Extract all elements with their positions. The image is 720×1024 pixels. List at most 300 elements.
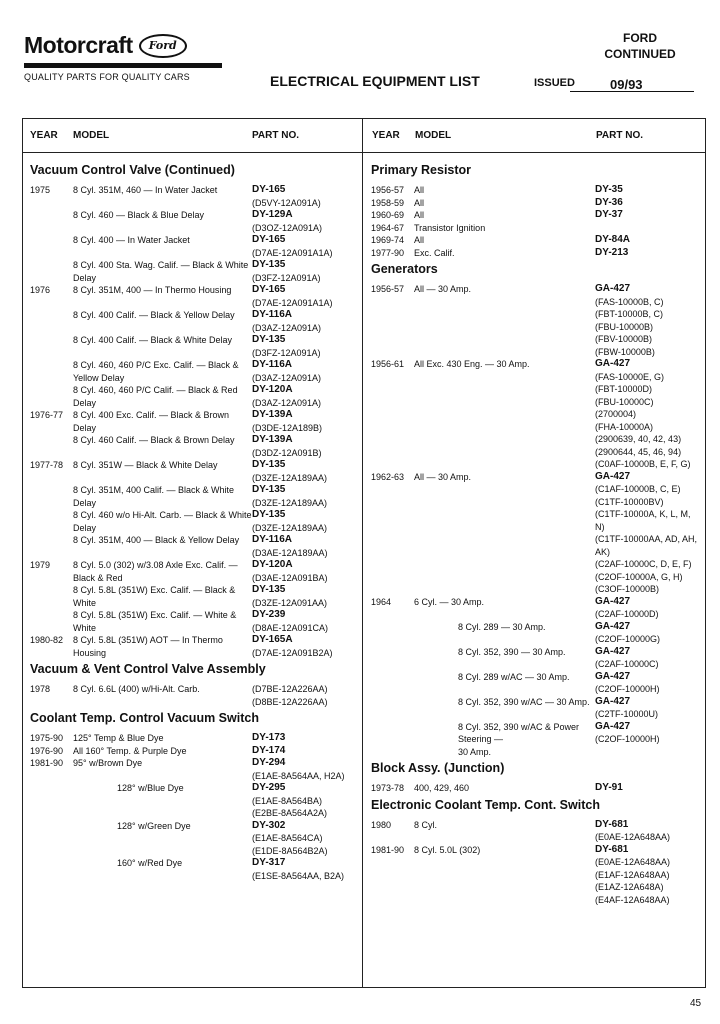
part-cell [595, 209, 701, 222]
year-cell [30, 782, 73, 820]
model-cell [414, 209, 595, 222]
oem-number: (C1TF-10000AA, AD, AH, [595, 534, 698, 544]
part-cell [595, 696, 701, 721]
model-line: White [73, 622, 97, 633]
year-cell [30, 384, 73, 409]
year-cell: 1956-57 [371, 284, 405, 294]
year-cell: 1975 [30, 185, 51, 195]
year-cell [371, 671, 414, 696]
part-number: DY-84A [595, 234, 631, 245]
part-cell [595, 222, 701, 235]
part-number: DY-139A [252, 434, 293, 445]
year-cell [371, 721, 414, 759]
list-entry [371, 819, 701, 844]
model-line: 8 Cyl. [414, 819, 438, 830]
year-cell [30, 209, 73, 234]
year-cell: 1973-78 [371, 783, 405, 793]
year-cell: 1964 [371, 596, 392, 607]
oem-number: (2700004) [595, 409, 637, 419]
list-entry [371, 247, 701, 260]
oem-number: (D7AE-12A091A1A) [252, 297, 333, 308]
part-cell [252, 732, 358, 745]
oem-number: (E1AE-8A564CA) [252, 833, 323, 843]
oem-number: (FBW-10000B) [595, 346, 655, 357]
oem-number: (D3DE-12A189B) [252, 422, 323, 433]
part-number: DY-165A [252, 634, 293, 645]
part-number: DY-239 [252, 609, 286, 620]
model-line: 8 Cyl. 460 w/o Hi-Alt. Carb. — Black & White [73, 510, 252, 520]
part-number: DY-302 [252, 819, 286, 831]
model-cell [73, 334, 252, 359]
left-column [30, 160, 358, 882]
oem-number: (D3AZ-12A091A) [252, 372, 322, 383]
model-line: All [414, 235, 425, 245]
left-header-model: MODEL [73, 130, 110, 141]
part-number: DY-317 [252, 857, 286, 868]
year-cell [30, 334, 73, 359]
model-cell [414, 782, 595, 795]
part-number: DY-174 [252, 744, 286, 756]
part-cell [252, 509, 358, 534]
oem-number: (D8BE-12A226AA) [252, 696, 328, 707]
year-cell [30, 359, 73, 384]
list-entry [30, 184, 358, 209]
model-line: 8 Cyl. 460, 460 P/C Calif. — Black & Red [73, 385, 238, 395]
part-cell [252, 745, 358, 758]
model-line: 8 Cyl. 351M, 400 — In Thermo Housing [73, 285, 232, 295]
model-line: 8 Cyl. 460 Calif. — Black & Brown Delay [73, 435, 235, 445]
oem-number: (D3ZE-12A189AA) [252, 472, 328, 483]
list-entry [30, 584, 358, 609]
model-line: 8 Cyl. 400 — In Water Jacket [73, 235, 190, 245]
oem-number: (E1AE-8A564BA) [252, 795, 323, 806]
list-entry [30, 745, 358, 758]
part-cell [252, 259, 358, 284]
oem-number: (E4AF-12A648AA) [595, 894, 670, 905]
model-cell [414, 646, 595, 671]
oem-number: (D3FZ-12A091A) [252, 347, 321, 358]
part-number: DY-135 [252, 484, 286, 495]
model-cell [73, 384, 252, 409]
list-entry [30, 459, 358, 484]
list-entry [371, 222, 701, 235]
oem-number: (FBV-10000B) [595, 334, 653, 344]
part-cell [252, 609, 358, 634]
list-entry [371, 209, 701, 222]
oem-number: (C2AF-10000D) [595, 609, 659, 619]
part-number: GA-427 [595, 670, 631, 682]
model-cell [414, 234, 595, 247]
oem-number: (FAS-10000E, G) [595, 371, 665, 382]
part-cell [252, 384, 358, 409]
part-cell [252, 559, 358, 584]
part-number: DY-139A [252, 409, 293, 420]
part-number: DY-135 [252, 584, 286, 595]
part-number: DY-173 [252, 732, 286, 743]
model-cell [414, 358, 595, 471]
part-cell [595, 283, 701, 358]
oem-number: (C1TF-10000A, K, L, M, N) [595, 509, 691, 532]
model-cell [414, 596, 595, 621]
oem-number: (2900639, 40, 42, 43) [595, 434, 682, 444]
oem-number: (2900644, 45, 46, 94) [595, 446, 682, 457]
oem-number: (FBT-10000D) [595, 384, 653, 394]
model-line: Housing [73, 647, 107, 658]
section-heading: Vacuum & Vent Control Valve Assembly [30, 662, 266, 676]
model-cell [414, 696, 595, 721]
model-line: 128° w/Blue Dye [117, 783, 184, 793]
model-line: 8 Cyl. 351M, 460 — In Water Jacket [73, 185, 218, 195]
part-number: DY-213 [595, 246, 629, 258]
model-line: All [414, 185, 425, 195]
part-number: GA-427 [595, 470, 631, 482]
oem-number: (D3OZ-12A091A) [252, 222, 323, 233]
oem-number: (C1AF-10000B, C, E) [595, 484, 681, 494]
part-cell [252, 534, 358, 559]
model-line: 400, 429, 460 [414, 783, 470, 793]
list-entry [30, 757, 358, 782]
list-entry [30, 484, 358, 509]
year-cell: 1978 [30, 684, 51, 694]
model-line: White [73, 597, 97, 608]
part-cell [252, 184, 358, 209]
model-line: 8 Cyl. 6.6L (400) w/Hi-Alt. Carb. [73, 684, 200, 694]
part-number: DY-129A [252, 209, 293, 220]
model-line: 8 Cyl. 289 w/AC — 30 Amp. [458, 671, 570, 682]
model-line: Delay [73, 497, 97, 508]
part-number: DY-135 [252, 509, 286, 520]
left-header-part: PART NO. [252, 130, 300, 141]
year-cell: 1980-82 [30, 635, 64, 645]
year-cell [30, 309, 73, 334]
model-cell [414, 721, 595, 759]
list-entry [30, 559, 358, 584]
part-number: DY-120A [252, 384, 293, 395]
model-cell [414, 671, 595, 696]
oem-number: (D3ZE-12A189AA) [252, 497, 328, 508]
oem-number: (C1TF-10000BV) [595, 496, 664, 507]
left-header-year: YEAR [30, 130, 58, 141]
oem-number: (D3AE-12A091BA) [252, 572, 328, 583]
part-cell [252, 234, 358, 259]
model-line: 8 Cyl. 352, 390 w/AC & Power Steering — [458, 721, 580, 744]
model-cell [73, 745, 252, 758]
year-cell: 1962-63 [371, 471, 405, 482]
part-cell [252, 484, 358, 509]
model-cell [73, 484, 252, 509]
part-cell [595, 782, 701, 795]
model-line: 128° w/Green Dye [117, 820, 191, 831]
part-cell [252, 584, 358, 609]
oem-number: (D7AE-12A091B2A) [252, 647, 333, 658]
right-header-model: MODEL [415, 130, 452, 141]
year-cell [30, 259, 73, 284]
model-line: Delay [73, 272, 97, 283]
model-cell [73, 209, 252, 234]
right-column [371, 160, 701, 906]
model-cell [73, 459, 252, 484]
column-divider [362, 118, 363, 988]
model-cell [73, 559, 252, 584]
year-cell [30, 584, 73, 609]
year-cell: 1980 [371, 819, 392, 830]
part-number: DY-135 [252, 259, 286, 270]
model-cell [73, 184, 252, 209]
page-corner-label [580, 30, 700, 62]
model-line: 8 Cyl. 289 — 30 Amp. [458, 621, 546, 632]
part-cell [252, 459, 358, 484]
model-line: 8 Cyl. 351M, 400 — Black & Yellow Delay [73, 535, 240, 545]
right-header-rule [363, 152, 706, 153]
model-line: Delay [73, 422, 97, 433]
model-cell [73, 509, 252, 534]
list-entry [371, 358, 701, 471]
model-line: 8 Cyl. 352, 390 w/AC — 30 Amp. [458, 696, 590, 707]
list-entry [30, 434, 358, 459]
brand-name: Motorcraft [24, 32, 133, 58]
part-cell [595, 596, 701, 621]
model-line: 8 Cyl. 460, 460 P/C Exc. Calif. — Black & [73, 360, 239, 370]
year-cell: 1975-90 [30, 733, 64, 743]
model-cell [73, 234, 252, 259]
list-entry [30, 384, 358, 409]
model-line: Delay [73, 522, 97, 533]
model-line: All 160° Temp. & Purple Dye [73, 745, 187, 756]
list-entry [30, 634, 358, 659]
model-cell [73, 609, 252, 634]
part-cell [595, 234, 701, 247]
part-cell [595, 184, 701, 197]
corner-line-2: CONTINUED [604, 47, 676, 61]
part-number: DY-36 [595, 196, 623, 208]
left-header-rule [22, 152, 362, 153]
year-cell: 1981-90 [371, 844, 405, 855]
oem-number: (E0AE-12A648AA) [595, 832, 671, 842]
model-line: Exc. Calif. [414, 247, 455, 258]
brand-logo [24, 32, 187, 59]
part-number: DY-165 [252, 184, 286, 195]
part-number: DY-165 [252, 284, 286, 295]
oem-number: (FHA-10000A) [595, 421, 654, 432]
part-number: DY-294 [252, 757, 286, 768]
oem-number: (D7AE-12A091A1A) [252, 247, 333, 258]
part-cell [595, 247, 701, 260]
oem-number: (D3AZ-12A091A) [252, 322, 322, 333]
model-cell [73, 409, 252, 434]
right-header-year: YEAR [372, 130, 400, 141]
list-entry [30, 234, 358, 259]
year-cell [371, 646, 414, 671]
model-line: 8 Cyl. 400 Exc. Calif. — Black & Brown [73, 410, 230, 420]
model-line: All Exc. 430 Eng. — 30 Amp. [414, 359, 530, 369]
year-cell: 1969-74 [371, 235, 405, 245]
list-entry [371, 621, 701, 646]
part-cell [252, 857, 358, 882]
part-cell [252, 309, 358, 334]
year-cell [30, 857, 73, 882]
year-cell: 1956-61 [371, 359, 405, 369]
model-cell [73, 534, 252, 559]
oem-number: (D3AE-12A189AA) [252, 547, 328, 558]
list-entry [371, 471, 701, 596]
list-entry [30, 409, 358, 434]
model-cell [414, 471, 595, 596]
part-cell [595, 844, 701, 907]
part-cell [252, 359, 358, 384]
model-line: 6 Cyl. — 30 Amp. [414, 596, 485, 607]
list-entry [30, 609, 358, 634]
list-entry [371, 184, 701, 197]
year-cell [371, 696, 414, 721]
oem-number: (C2OF-10000A, G, H) [595, 571, 683, 582]
model-cell [73, 284, 252, 309]
section-heading: Coolant Temp. Control Vacuum Switch [30, 711, 259, 725]
oem-number: (D3ZE-12A091AA) [252, 597, 328, 608]
model-cell [73, 259, 252, 284]
tagline: QUALITY PARTS FOR QUALITY CARS [24, 72, 190, 82]
list-entry [371, 671, 701, 696]
model-line: 8 Cyl. 5.8L (351W) Exc. Calif. — White & [73, 610, 237, 620]
issued-label: ISSUED [534, 77, 575, 89]
list-entry [30, 334, 358, 359]
part-cell [595, 819, 701, 844]
list-entry [30, 732, 358, 745]
year-cell: 1956-57 [371, 185, 405, 195]
part-number: DY-165 [252, 234, 286, 245]
list-entry [30, 359, 358, 384]
part-cell [252, 284, 358, 309]
list-entry [371, 646, 701, 671]
list-entry [30, 509, 358, 534]
page-number: 45 [690, 998, 702, 1009]
model-cell [414, 283, 595, 358]
list-entry [371, 696, 701, 721]
year-cell [30, 234, 73, 259]
model-cell [73, 683, 252, 708]
model-line: 160° w/Red Dye [117, 858, 183, 868]
section-heading: Primary Resistor [371, 163, 472, 177]
year-cell: 1964-67 [371, 222, 405, 233]
part-number: GA-427 [595, 595, 631, 607]
oem-number: (D8AE-12A091CA) [252, 622, 329, 633]
part-number: GA-427 [595, 695, 631, 707]
part-cell [595, 671, 701, 696]
list-entry [30, 284, 358, 309]
oem-number: (E2BE-8A564A2A) [252, 808, 328, 818]
oem-number: (D3DZ-12A091B) [252, 447, 322, 458]
model-cell [73, 757, 252, 782]
year-cell [30, 609, 73, 634]
list-entry [371, 844, 701, 907]
year-cell: 1960-69 [371, 210, 405, 220]
model-line: 8 Cyl. 351M, 400 Calif. — Black & White [73, 485, 235, 495]
part-cell [252, 434, 358, 459]
oem-number: (D3FZ-12A091A) [252, 272, 321, 283]
part-number: DY-120A [252, 559, 293, 570]
oem-number: (FAS-10000B, C) [595, 296, 664, 307]
model-line: 125° Temp & Blue Dye [73, 733, 164, 743]
oem-number: (C3OF-10000B) [595, 584, 660, 594]
model-line: 8 Cyl. 352, 390 — 30 Amp. [458, 646, 566, 657]
model-line: 8 Cyl. 5.0L (302) [414, 844, 481, 855]
model-cell [73, 857, 252, 882]
part-number: GA-427 [595, 620, 631, 632]
part-cell [252, 820, 358, 858]
model-line: All — 30 Amp. [414, 471, 472, 482]
list-entry [30, 820, 358, 858]
part-cell [595, 358, 701, 471]
part-cell [252, 757, 358, 782]
section-heading: Vacuum Control Valve (Continued) [30, 163, 235, 177]
year-cell: 1958-59 [371, 197, 405, 208]
year-cell: 1977-78 [30, 460, 64, 470]
year-cell: 1976 [30, 285, 51, 295]
oem-number: (C2OF-10000G) [595, 634, 661, 644]
section-heading: Block Assy. (Junction) [371, 761, 505, 775]
model-line: Transistor Ignition [414, 222, 486, 233]
model-line: All [414, 197, 425, 208]
issued-date: 09/93 [610, 77, 643, 92]
model-line: 8 Cyl. 460 — Black & Blue Delay [73, 210, 205, 220]
model-line: 95° w/Brown Dye [73, 758, 143, 768]
part-number: DY-91 [595, 782, 623, 793]
model-line: 8 Cyl. 351W — Black & White Delay [73, 460, 218, 470]
model-line: 8 Cyl. 400 Calif. — Black & Yellow Delay [73, 310, 235, 320]
year-cell [371, 621, 414, 646]
oem-number: (FBT-10000B, C) [595, 309, 664, 319]
model-cell [414, 819, 595, 844]
page-title: ELECTRICAL EQUIPMENT LIST [270, 73, 480, 89]
oem-number: (D3AZ-12A091A) [252, 397, 322, 408]
oem-number: (C2AF-10000C) [595, 659, 659, 669]
oem-number: (FBU-10000B) [595, 321, 654, 332]
model-cell [73, 820, 252, 858]
corner-line-1: FORD [623, 31, 657, 45]
part-number: DY-35 [595, 184, 623, 195]
model-cell [414, 197, 595, 210]
list-entry [30, 534, 358, 559]
oem-number: (C2AF-10000C, D, E, F) [595, 559, 692, 569]
part-number: DY-295 [252, 782, 286, 793]
year-cell: 1981-90 [30, 758, 64, 768]
oem-number: AK) [595, 546, 611, 557]
list-entry [371, 721, 701, 759]
model-cell [73, 634, 252, 659]
oem-number: (C2OF-10000H) [595, 734, 660, 744]
part-number: GA-427 [595, 283, 631, 294]
oem-number: (E1SE-8A564AA, B2A) [252, 870, 345, 881]
oem-number: (E1AF-12A648AA) [595, 869, 670, 880]
list-entry [371, 782, 701, 795]
year-cell [30, 820, 73, 858]
list-entry [30, 309, 358, 334]
part-number: DY-681 [595, 818, 629, 830]
model-cell [73, 732, 252, 745]
model-cell [414, 844, 595, 907]
model-line: 8 Cyl. 5.8L (351W) Exc. Calif. — Black & [73, 585, 236, 595]
part-number: GA-427 [595, 720, 631, 732]
section-heading: Electronic Coolant Temp. Cont. Switch [371, 797, 600, 812]
year-cell [30, 434, 73, 459]
oem-number: (D5VY-12A091A) [252, 197, 321, 208]
part-cell [595, 646, 701, 671]
year-cell [30, 509, 73, 534]
list-entry [30, 209, 358, 234]
oem-number: (E1AZ-12A648A) [595, 882, 664, 892]
year-cell: 1979 [30, 560, 51, 570]
model-line: Delay [73, 397, 97, 408]
part-number: DY-135 [252, 459, 286, 470]
